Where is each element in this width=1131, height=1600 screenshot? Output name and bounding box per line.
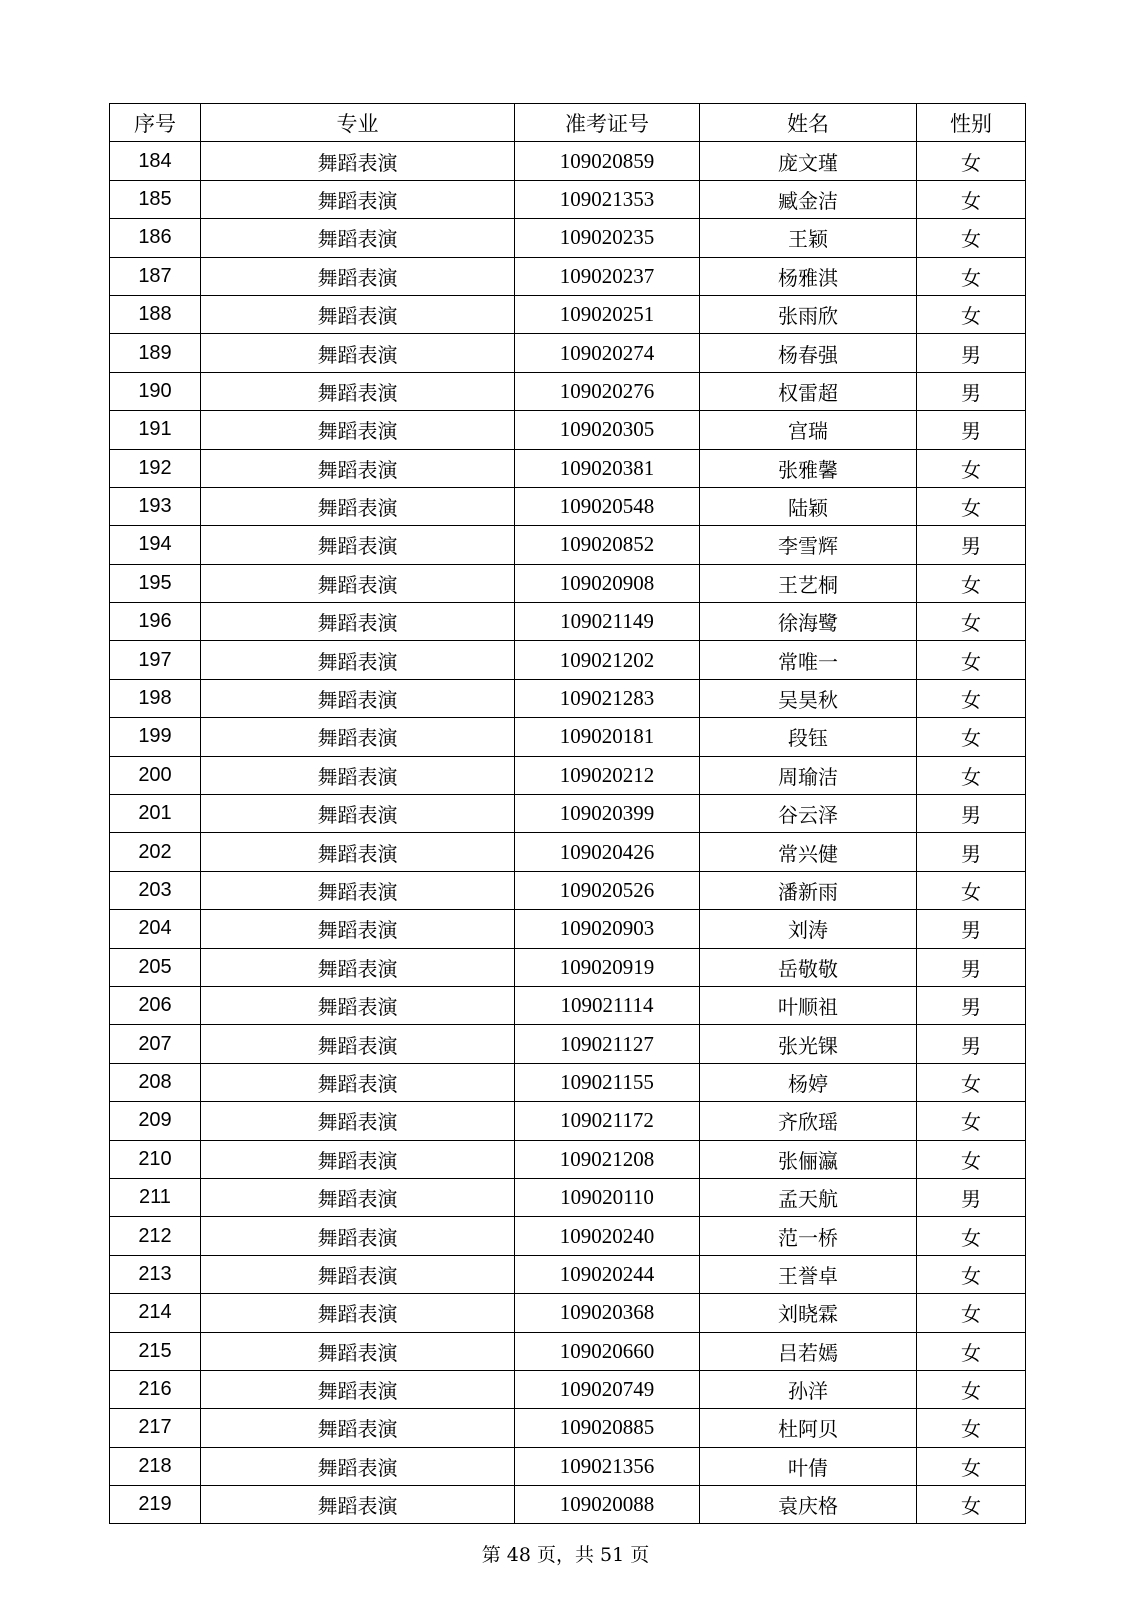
seq-cell: 207 [110, 1025, 201, 1063]
table-row [110, 948, 1026, 986]
name-cell: 张俪瀛 [700, 1140, 917, 1178]
ticket-number-cell: 109020088 [515, 1486, 700, 1524]
major-cell: 舞蹈表演 [201, 449, 515, 487]
ticket-number-cell: 109020526 [515, 871, 700, 909]
header-major: 专业 [201, 104, 515, 142]
major-cell: 舞蹈表演 [201, 1486, 515, 1524]
gender-cell: 女 [917, 564, 1026, 602]
ticket-number-cell: 109020908 [515, 564, 700, 602]
table-row [110, 871, 1026, 909]
table-row [110, 257, 1026, 295]
table-row [110, 411, 1026, 449]
ticket-number-cell: 109020399 [515, 795, 700, 833]
name-cell: 刘晓霖 [700, 1294, 917, 1332]
table-row [110, 986, 1026, 1024]
major-cell: 舞蹈表演 [201, 1409, 515, 1447]
major-cell: 舞蹈表演 [201, 411, 515, 449]
seq-cell: 194 [110, 526, 201, 564]
major-cell: 舞蹈表演 [201, 526, 515, 564]
student-roster-table [109, 103, 1026, 1524]
table-row [110, 487, 1026, 525]
name-cell: 王艺桐 [700, 564, 917, 602]
seq-cell: 188 [110, 295, 201, 333]
ticket-number-cell: 109020381 [515, 449, 700, 487]
major-cell: 舞蹈表演 [201, 142, 515, 180]
table-row [110, 142, 1026, 180]
major-cell: 舞蹈表演 [201, 1178, 515, 1216]
seq-cell: 217 [110, 1409, 201, 1447]
seq-cell: 201 [110, 795, 201, 833]
major-cell: 舞蹈表演 [201, 1447, 515, 1485]
table-row [110, 1447, 1026, 1485]
seq-cell: 191 [110, 411, 201, 449]
gender-cell: 男 [917, 795, 1026, 833]
ticket-number-cell: 109021155 [515, 1063, 700, 1101]
name-cell: 李雪辉 [700, 526, 917, 564]
seq-cell: 214 [110, 1294, 201, 1332]
ticket-number-cell: 109020235 [515, 219, 700, 257]
table-row [110, 603, 1026, 641]
major-cell: 舞蹈表演 [201, 1370, 515, 1408]
major-cell: 舞蹈表演 [201, 871, 515, 909]
name-cell: 叶顺祖 [700, 986, 917, 1024]
ticket-number-cell: 109020859 [515, 142, 700, 180]
seq-cell: 186 [110, 219, 201, 257]
name-cell: 谷云泽 [700, 795, 917, 833]
ticket-number-cell: 109020240 [515, 1217, 700, 1255]
table-row [110, 219, 1026, 257]
gender-cell: 女 [917, 1409, 1026, 1447]
table-row [110, 1486, 1026, 1524]
name-cell: 张雅馨 [700, 449, 917, 487]
major-cell: 舞蹈表演 [201, 219, 515, 257]
seq-cell: 212 [110, 1217, 201, 1255]
ticket-number-cell: 109020919 [515, 948, 700, 986]
ticket-number-cell: 109020244 [515, 1255, 700, 1293]
table-row [110, 372, 1026, 410]
gender-cell: 男 [917, 910, 1026, 948]
seq-cell: 215 [110, 1332, 201, 1370]
major-cell: 舞蹈表演 [201, 564, 515, 602]
ticket-number-cell: 109020110 [515, 1178, 700, 1216]
gender-cell: 男 [917, 948, 1026, 986]
table-row [110, 295, 1026, 333]
seq-cell: 198 [110, 679, 201, 717]
name-cell: 孙洋 [700, 1370, 917, 1408]
table-body [110, 142, 1026, 1524]
ticket-number-cell: 109020885 [515, 1409, 700, 1447]
major-cell: 舞蹈表演 [201, 833, 515, 871]
seq-cell: 200 [110, 756, 201, 794]
gender-cell: 男 [917, 411, 1026, 449]
seq-cell: 209 [110, 1102, 201, 1140]
name-cell: 杨雅淇 [700, 257, 917, 295]
gender-cell: 男 [917, 986, 1026, 1024]
table-row [110, 718, 1026, 756]
name-cell: 段钰 [700, 718, 917, 756]
name-cell: 庞文瑾 [700, 142, 917, 180]
ticket-number-cell: 109021172 [515, 1102, 700, 1140]
name-cell: 杨春强 [700, 334, 917, 372]
table-row [110, 180, 1026, 218]
table-row [110, 641, 1026, 679]
table-row [110, 1102, 1026, 1140]
seq-cell: 206 [110, 986, 201, 1024]
ticket-number-cell: 109020237 [515, 257, 700, 295]
table-row [110, 1217, 1026, 1255]
gender-cell: 男 [917, 1178, 1026, 1216]
gender-cell: 男 [917, 372, 1026, 410]
major-cell: 舞蹈表演 [201, 1217, 515, 1255]
table-row [110, 334, 1026, 372]
gender-cell: 男 [917, 334, 1026, 372]
seq-cell: 185 [110, 180, 201, 218]
seq-cell: 211 [110, 1178, 201, 1216]
ticket-number-cell: 109020368 [515, 1294, 700, 1332]
table-row [110, 1370, 1026, 1408]
ticket-number-cell: 109020274 [515, 334, 700, 372]
name-cell: 徐海鹭 [700, 603, 917, 641]
ticket-number-cell: 109020276 [515, 372, 700, 410]
major-cell: 舞蹈表演 [201, 948, 515, 986]
gender-cell: 女 [917, 871, 1026, 909]
gender-cell: 女 [917, 257, 1026, 295]
name-cell: 王颖 [700, 219, 917, 257]
major-cell: 舞蹈表演 [201, 257, 515, 295]
major-cell: 舞蹈表演 [201, 1102, 515, 1140]
name-cell: 吕若嫣 [700, 1332, 917, 1370]
ticket-number-cell: 109021208 [515, 1140, 700, 1178]
ticket-number-cell: 109021283 [515, 679, 700, 717]
ticket-number-cell: 109021127 [515, 1025, 700, 1063]
ticket-number-cell: 109021356 [515, 1447, 700, 1485]
table-row [110, 526, 1026, 564]
gender-cell: 男 [917, 1025, 1026, 1063]
gender-cell: 女 [917, 679, 1026, 717]
gender-cell: 女 [917, 1447, 1026, 1485]
table-row [110, 833, 1026, 871]
table-row [110, 1294, 1026, 1332]
ticket-number-cell: 109020251 [515, 295, 700, 333]
major-cell: 舞蹈表演 [201, 1063, 515, 1101]
seq-cell: 189 [110, 334, 201, 372]
major-cell: 舞蹈表演 [201, 910, 515, 948]
seq-cell: 213 [110, 1255, 201, 1293]
seq-cell: 193 [110, 487, 201, 525]
name-cell: 潘新雨 [700, 871, 917, 909]
name-cell: 宫瑞 [700, 411, 917, 449]
name-cell: 张光锞 [700, 1025, 917, 1063]
seq-cell: 204 [110, 910, 201, 948]
ticket-number-cell: 109020660 [515, 1332, 700, 1370]
name-cell: 张雨欣 [700, 295, 917, 333]
name-cell: 杨婷 [700, 1063, 917, 1101]
major-cell: 舞蹈表演 [201, 1140, 515, 1178]
header-seq: 序号 [110, 104, 201, 142]
table-row [110, 795, 1026, 833]
name-cell: 齐欣瑶 [700, 1102, 917, 1140]
major-cell: 舞蹈表演 [201, 180, 515, 218]
seq-cell: 196 [110, 603, 201, 641]
header-gender: 性别 [917, 104, 1026, 142]
gender-cell: 女 [917, 295, 1026, 333]
seq-cell: 184 [110, 142, 201, 180]
gender-cell: 女 [917, 718, 1026, 756]
table-row [110, 756, 1026, 794]
major-cell: 舞蹈表演 [201, 1025, 515, 1063]
name-cell: 陆颖 [700, 487, 917, 525]
seq-cell: 192 [110, 449, 201, 487]
table-row [110, 1409, 1026, 1447]
gender-cell: 女 [917, 641, 1026, 679]
major-cell: 舞蹈表演 [201, 718, 515, 756]
gender-cell: 女 [917, 1332, 1026, 1370]
gender-cell: 女 [917, 1255, 1026, 1293]
major-cell: 舞蹈表演 [201, 1294, 515, 1332]
gender-cell: 女 [917, 1063, 1026, 1101]
gender-cell: 女 [917, 1370, 1026, 1408]
ticket-number-cell: 109020548 [515, 487, 700, 525]
page-number-footer: 第 48 页，共 51 页 [481, 1544, 650, 1566]
name-cell: 刘涛 [700, 910, 917, 948]
gender-cell: 女 [917, 180, 1026, 218]
ticket-number-cell: 109020212 [515, 756, 700, 794]
ticket-number-cell: 109021202 [515, 641, 700, 679]
gender-cell: 女 [917, 1102, 1026, 1140]
seq-cell: 218 [110, 1447, 201, 1485]
gender-cell: 女 [917, 142, 1026, 180]
seq-cell: 205 [110, 948, 201, 986]
gender-cell: 女 [917, 219, 1026, 257]
seq-cell: 210 [110, 1140, 201, 1178]
table-row [110, 679, 1026, 717]
ticket-number-cell: 109020305 [515, 411, 700, 449]
table-row [110, 1332, 1026, 1370]
major-cell: 舞蹈表演 [201, 334, 515, 372]
name-cell: 岳敬敬 [700, 948, 917, 986]
name-cell: 孟天航 [700, 1178, 917, 1216]
header-name: 姓名 [700, 104, 917, 142]
ticket-number-cell: 109020181 [515, 718, 700, 756]
major-cell: 舞蹈表演 [201, 641, 515, 679]
seq-cell: 190 [110, 372, 201, 410]
seq-cell: 202 [110, 833, 201, 871]
ticket-number-cell: 109020903 [515, 910, 700, 948]
ticket-number-cell: 109021353 [515, 180, 700, 218]
major-cell: 舞蹈表演 [201, 795, 515, 833]
header-row [110, 104, 1026, 142]
ticket-number-cell: 109020426 [515, 833, 700, 871]
name-cell: 王誉卓 [700, 1255, 917, 1293]
table-row [110, 1255, 1026, 1293]
major-cell: 舞蹈表演 [201, 487, 515, 525]
name-cell: 杜阿贝 [700, 1409, 917, 1447]
gender-cell: 女 [917, 487, 1026, 525]
table-row [110, 1025, 1026, 1063]
seq-cell: 219 [110, 1486, 201, 1524]
seq-cell: 216 [110, 1370, 201, 1408]
name-cell: 权雷超 [700, 372, 917, 410]
major-cell: 舞蹈表演 [201, 295, 515, 333]
name-cell: 周瑜洁 [700, 756, 917, 794]
name-cell: 袁庆格 [700, 1486, 917, 1524]
table-row [110, 449, 1026, 487]
gender-cell: 女 [917, 1217, 1026, 1255]
seq-cell: 187 [110, 257, 201, 295]
name-cell: 吴昊秋 [700, 679, 917, 717]
major-cell: 舞蹈表演 [201, 372, 515, 410]
major-cell: 舞蹈表演 [201, 1332, 515, 1370]
major-cell: 舞蹈表演 [201, 679, 515, 717]
gender-cell: 女 [917, 1294, 1026, 1332]
major-cell: 舞蹈表演 [201, 1255, 515, 1293]
seq-cell: 203 [110, 871, 201, 909]
name-cell: 叶倩 [700, 1447, 917, 1485]
name-cell: 常兴健 [700, 833, 917, 871]
table-row [110, 1178, 1026, 1216]
gender-cell: 男 [917, 833, 1026, 871]
table-row [110, 1140, 1026, 1178]
table-header [110, 104, 1026, 142]
gender-cell: 男 [917, 526, 1026, 564]
gender-cell: 女 [917, 756, 1026, 794]
header-ticket-number: 准考证号 [515, 104, 700, 142]
seq-cell: 199 [110, 718, 201, 756]
seq-cell: 197 [110, 641, 201, 679]
seq-cell: 195 [110, 564, 201, 602]
gender-cell: 女 [917, 449, 1026, 487]
name-cell: 常唯一 [700, 641, 917, 679]
gender-cell: 女 [917, 1486, 1026, 1524]
major-cell: 舞蹈表演 [201, 756, 515, 794]
table-row [110, 1063, 1026, 1101]
gender-cell: 女 [917, 603, 1026, 641]
table-row [110, 564, 1026, 602]
major-cell: 舞蹈表演 [201, 986, 515, 1024]
table-row [110, 910, 1026, 948]
gender-cell: 女 [917, 1140, 1026, 1178]
major-cell: 舞蹈表演 [201, 603, 515, 641]
ticket-number-cell: 109020749 [515, 1370, 700, 1408]
name-cell: 臧金洁 [700, 180, 917, 218]
name-cell: 范一桥 [700, 1217, 917, 1255]
seq-cell: 208 [110, 1063, 201, 1101]
ticket-number-cell: 109021114 [515, 986, 700, 1024]
ticket-number-cell: 109020852 [515, 526, 700, 564]
ticket-number-cell: 109021149 [515, 603, 700, 641]
